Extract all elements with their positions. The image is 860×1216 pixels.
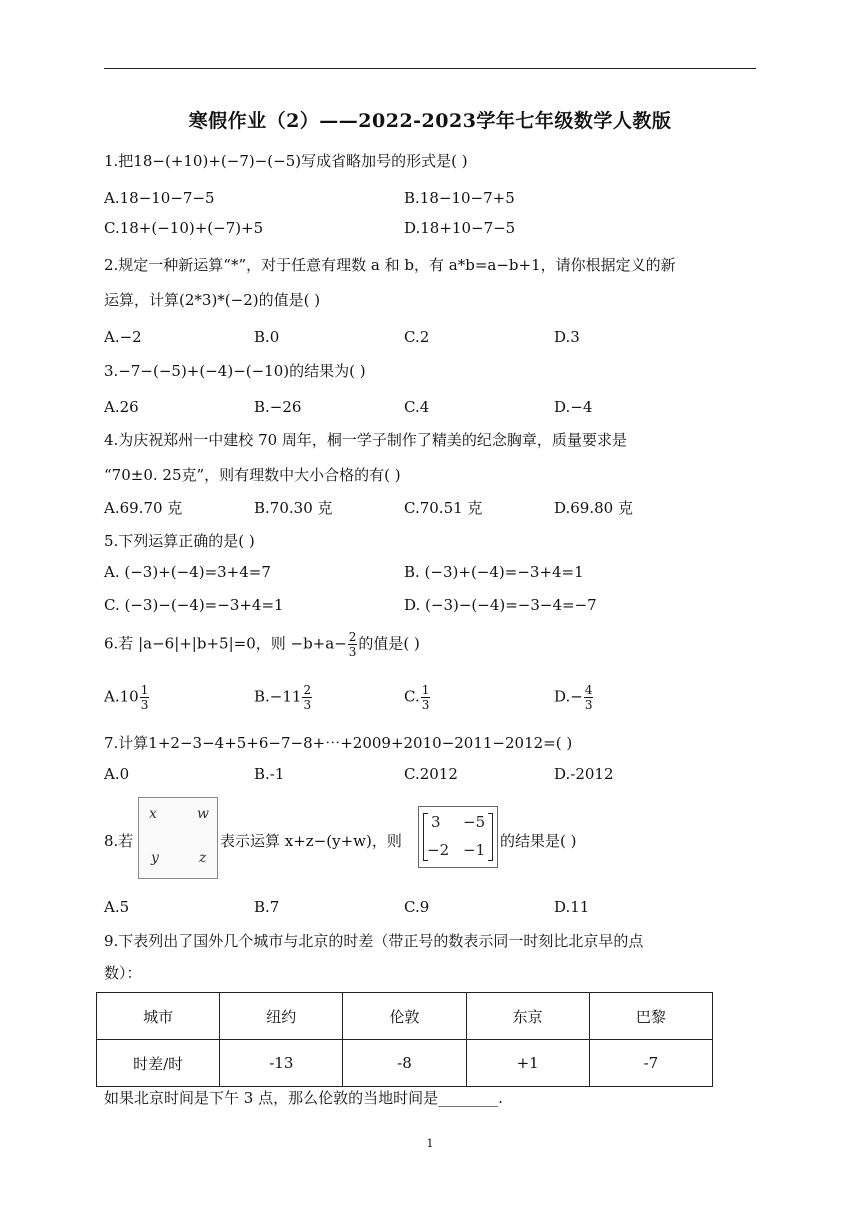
- fraction-numerator: 1: [421, 683, 430, 697]
- option-fraction: [140, 683, 150, 712]
- table-cell: 东京: [466, 993, 589, 1040]
- table-row: [97, 993, 713, 1040]
- page-number: 1: [426, 1137, 434, 1150]
- q5-stem: 5.下列运算正确的是( ): [104, 532, 255, 550]
- q6-stem-tail: 的值是( ): [358, 634, 420, 653]
- q1-option-d: D.18+10−7−5: [404, 219, 516, 237]
- q7-option-a: A.0: [104, 765, 130, 783]
- fraction-numerator: 1: [140, 683, 149, 697]
- q9-stem-line1: 9.下表列出了国外几个城市与北京的时差（带正号的数表示同一时刻比北京早的点: [104, 932, 644, 950]
- q8-option-b: B.7: [254, 898, 280, 916]
- q8-option-d: D.11: [554, 898, 590, 916]
- q6-option-b: [254, 683, 313, 712]
- q7-option-b: B.-1: [254, 765, 285, 783]
- matrix-z: z: [199, 850, 207, 866]
- q8-symbol-box: [138, 797, 218, 879]
- q9-stem-line2: 数）：: [104, 964, 142, 982]
- q2-stem-line1: 2.规定一种新运算“*”，对于任意有理数 a 和 b，有 a*b=a−b+1，请你根据定义的新: [104, 256, 676, 274]
- matrix-bottom-right: −1: [463, 841, 486, 859]
- fraction-numerator: 2: [303, 683, 312, 697]
- page-title: 寒假作业（2）——2022-2023学年七年级数学人教版: [188, 110, 672, 132]
- q6-stem: [104, 630, 420, 659]
- table-cell: 城市: [97, 993, 220, 1040]
- fraction-denominator: 3: [421, 698, 430, 712]
- q8-number-matrix: [418, 806, 498, 868]
- table-cell: 时差/时: [97, 1040, 220, 1087]
- matrix-top-left: 3: [431, 813, 441, 831]
- fraction-denominator: 3: [140, 698, 149, 712]
- q2-option-d: D.3: [554, 328, 580, 346]
- q3-option-c: C.4: [404, 398, 430, 416]
- table-row: [97, 1040, 713, 1087]
- q8-option-a: A.5: [104, 898, 130, 916]
- q2-stem-line2: 运算，计算(2*3)*(−2)的值是( ): [104, 291, 321, 309]
- option-text: A.10: [104, 687, 139, 706]
- q7-option-c: C.2012: [404, 765, 458, 783]
- q3-option-a: A.26: [104, 398, 139, 416]
- q6-option-d: [554, 683, 594, 712]
- option-text: C.: [404, 687, 420, 706]
- q4-option-a: A.69.70 克: [104, 499, 183, 517]
- option-text: D.−: [554, 687, 583, 706]
- matrix-w: w: [197, 806, 209, 822]
- q8-suffix: 的结果是( ): [500, 832, 577, 850]
- q6-stem-fraction: [348, 630, 358, 659]
- q6-stem-text: 6.若 |a−6|+|b+5|=0，则 −b+a−: [104, 634, 347, 653]
- fraction-denominator: 3: [348, 645, 357, 659]
- q5-option-c: C. (−3)−(−4)=−3+4=1: [104, 596, 284, 614]
- time-difference-table: [96, 992, 713, 1087]
- matrix-x: x: [149, 806, 157, 822]
- q7-stem: 7.计算1+2−3−4+5+6−7−8+⋯+2009+2010−2011−2012=( ): [104, 734, 573, 752]
- header-rule: [104, 68, 756, 69]
- q3-option-d: D.−4: [554, 398, 593, 416]
- option-fraction: [302, 683, 312, 712]
- table-cell: 纽约: [220, 993, 343, 1040]
- q1-stem: 1.把18−(+10)+(−7)−(−5)写成省略加号的形式是( ): [104, 152, 468, 170]
- table-cell: -8: [343, 1040, 466, 1087]
- q4-option-b: B.70.30 克: [254, 499, 333, 517]
- q5-option-d: D. (−3)−(−4)=−3−4=−7: [404, 596, 597, 614]
- table-cell: 伦敦: [343, 993, 466, 1040]
- fraction-denominator: 3: [303, 698, 312, 712]
- fraction-numerator: 2: [348, 630, 357, 644]
- table-cell: 巴黎: [589, 993, 712, 1040]
- q3-option-b: B.−26: [254, 398, 302, 416]
- q4-option-c: C.70.51 克: [404, 499, 483, 517]
- q6-option-c: [404, 683, 431, 712]
- option-text: B.−11: [254, 687, 302, 706]
- option-fraction: [421, 683, 431, 712]
- q5-option-b: B. (−3)+(−4)=−3+4=1: [404, 563, 584, 581]
- fraction-numerator: 4: [584, 683, 593, 697]
- q8-definition-text: 表示运算 x+z−(y+w)，则: [220, 832, 402, 850]
- matrix-bottom-left: −2: [427, 841, 450, 859]
- q3-stem: 3.−7−(−5)+(−4)−(−10)的结果为( ): [104, 362, 366, 380]
- q6-option-a: [104, 683, 150, 712]
- q2-option-b: B.0: [254, 328, 280, 346]
- q4-option-d: D.69.80 克: [554, 499, 633, 517]
- q2-option-c: C.2: [404, 328, 430, 346]
- table-cell: -13: [220, 1040, 343, 1087]
- q9-question: 如果北京时间是下午 3 点，那么伦敦的当地时间是________.: [104, 1089, 503, 1107]
- q7-option-d: D.-2012: [554, 765, 614, 783]
- q1-option-a: A.18−10−7−5: [104, 189, 215, 207]
- q2-option-a: A.−2: [104, 328, 142, 346]
- q4-stem-line2: “70±0. 25克”，则有理数中大小合格的有( ): [104, 466, 401, 484]
- q1-option-b: B.18−10−7+5: [404, 189, 515, 207]
- table-cell: -7: [589, 1040, 712, 1087]
- q4-stem-line1: 4.为庆祝郑州一中建校 70 周年，桐一学子制作了精美的纪念胸章，质量要求是: [104, 431, 627, 449]
- table-cell: +1: [466, 1040, 589, 1087]
- option-fraction: [584, 683, 594, 712]
- q5-option-a: A. (−3)+(−4)=3+4=7: [104, 563, 271, 581]
- q8-prefix: 8.若: [104, 832, 134, 850]
- fraction-denominator: 3: [584, 698, 593, 712]
- matrix-top-right: −5: [463, 813, 486, 831]
- q8-option-c: C.9: [404, 898, 430, 916]
- matrix-y: y: [151, 850, 159, 866]
- q1-option-c: C.18+(−10)+(−7)+5: [104, 219, 264, 237]
